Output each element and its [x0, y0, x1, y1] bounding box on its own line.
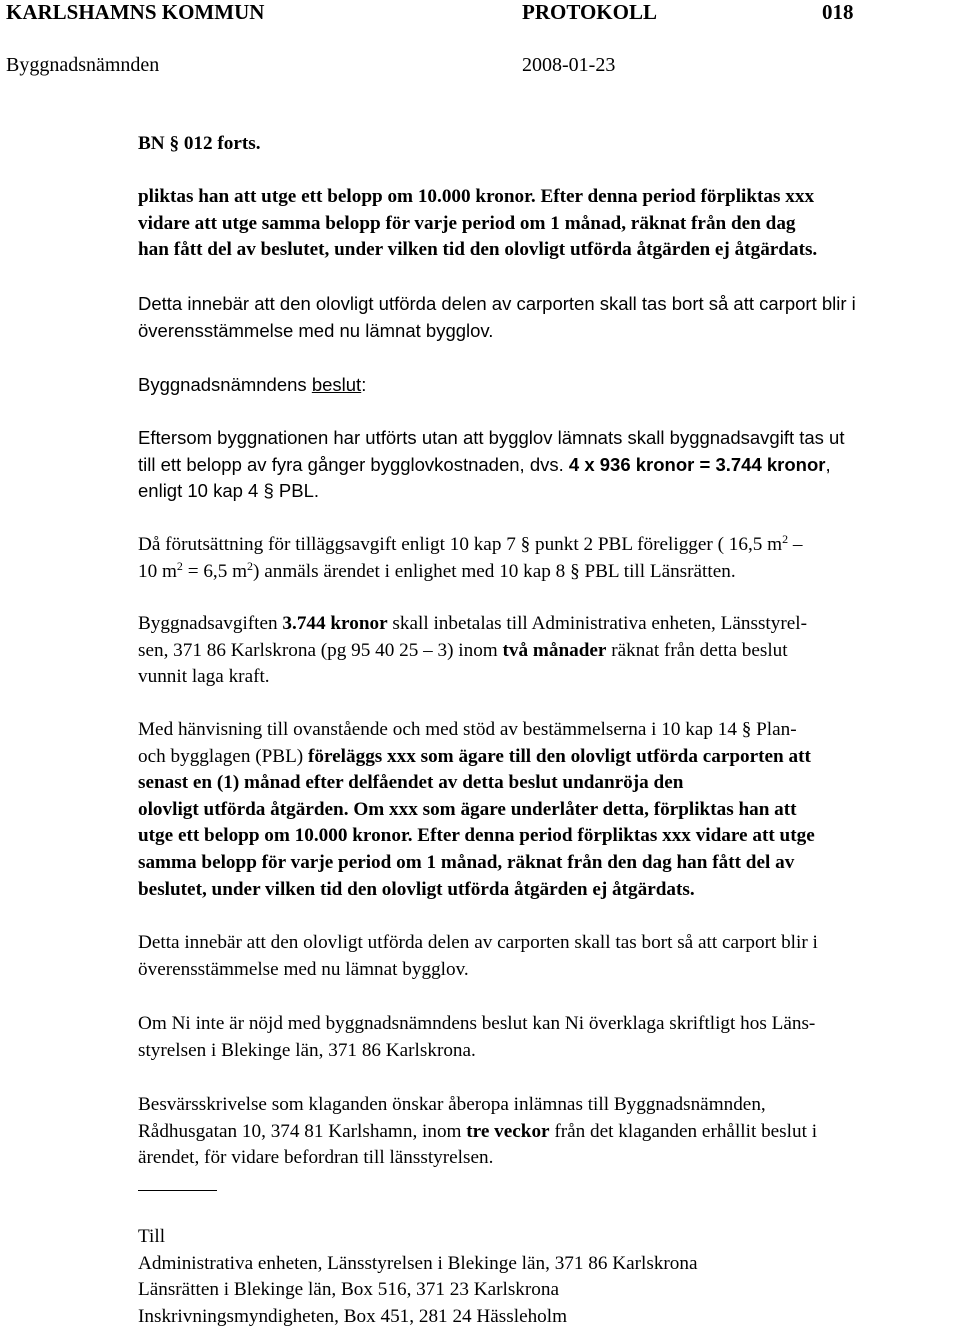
superscript: 2 — [782, 532, 789, 546]
text-line: pliktas han att utge ett belopp om 10.000 kronor. Efter denna period förpliktas xxx — [138, 186, 815, 207]
superscript: 2 — [247, 558, 254, 573]
text-line — [138, 532, 960, 559]
paragraph-appeal-instructions — [138, 1092, 960, 1172]
decision-heading-prefix: Byggnadsnämndens — [138, 374, 312, 395]
text-span: och bygglagen (PBL) — [138, 745, 308, 767]
text-line: vidare att utge samma belopp för varje period om 1 månad, räknat från den dag — [138, 212, 796, 234]
text-span: till ett belopp av fyra gånger bygglovkostnaden, dvs. — [138, 453, 569, 475]
text-span: Då förutsättning för tilläggsavgift enligt 10 kap 7 § punkt 2 PBL föreligger ( 16,5 m — [138, 534, 783, 555]
divider — [138, 1190, 217, 1191]
fee-amount: 4 x 936 kronor = 3.744 kronor — [568, 453, 826, 475]
decision-heading — [138, 372, 960, 399]
text-span: föreläggs xxx som ägare till den olovligt utförda carporten att — [308, 745, 811, 767]
text-span: skall inbetalas till Administrativa enheten, Länsstyrel- — [387, 613, 807, 634]
payment-amount: 3.744 kronor — [282, 613, 388, 634]
text-span: = 6,5 m — [182, 560, 248, 582]
text-line — [138, 638, 960, 665]
text-line: överensstämmelse med nu lämnat bygglov. — [138, 958, 469, 980]
appeal-deadline: tre veckor — [466, 1120, 550, 1142]
text-line: vunnit laga kraft. — [138, 666, 270, 688]
org-name: KARLSHAMNS KOMMUN — [6, 0, 265, 24]
document-type: PROTOKOLL — [522, 0, 657, 24]
text-line: olovligt utförda åtgärden. Om xxx som ägare underlåter detta, förpliktas han att — [138, 798, 797, 820]
text-span: – — [788, 534, 803, 555]
paragraph-removal-notice-repeat — [138, 930, 960, 983]
recipient: Länsrätten i Blekinge län, Box 516, 371 23 Karlskrona — [138, 1279, 559, 1301]
decision-heading-suffix: : — [361, 374, 367, 395]
text-line — [138, 611, 960, 638]
case-reference: BN § 012 forts. — [138, 133, 261, 154]
text-span: 10 m — [138, 560, 177, 582]
text-line: samma belopp för varje period om 1 månad, räknat från den dag han fått del av — [138, 851, 795, 873]
text-span: Rådhusgatan 10, 374 81 Karlshamn, inom — [138, 1120, 467, 1142]
text-line — [138, 559, 960, 586]
text-line — [138, 744, 960, 771]
payment-deadline: två månader — [502, 639, 607, 661]
text-line: enligt 10 kap 4 § PBL. — [138, 480, 320, 502]
text-line — [138, 1119, 960, 1146]
decision-heading-underlined: beslut — [311, 374, 362, 395]
paragraph-appeal — [138, 1011, 960, 1064]
text-span: från det klaganden erhållit beslut i — [549, 1120, 818, 1142]
paragraph-additional-fee — [138, 532, 960, 585]
recipient: Administrativa enheten, Länsstyrelsen i Blekinge län, 371 86 Karlskrona — [138, 1252, 698, 1274]
distribution-heading: Till — [138, 1226, 166, 1247]
paragraph-removal-notice — [138, 291, 960, 344]
text-line — [138, 452, 960, 479]
text-span: räknat från detta beslut — [606, 639, 788, 661]
committee-name: Byggnadsnämnden — [6, 54, 160, 76]
text-span: Byggnadsavgiften — [138, 613, 283, 634]
distribution-list — [138, 1224, 960, 1330]
text-line: Detta innebär att den olovligt utförda delen av carporten skall tas bort så att carport blir i — [138, 293, 856, 314]
page-number: 018 — [822, 0, 854, 24]
text-span: , — [825, 453, 831, 475]
text-line: han fått del av beslutet, under vilken tid den olovligt utförda åtgärden ej åtgärdats. — [138, 239, 818, 261]
paragraph-continuation — [138, 184, 960, 264]
text-line: Med hänvisning till ovanstående och med stöd av bestämmelserna i 10 kap 14 § Plan- — [138, 719, 797, 740]
text-span: sen, 371 86 Karlskrona (pg 95 40 25 – 3) inom — [138, 639, 503, 661]
text-span: ) anmäls ärendet i enlighet med 10 kap 8 § PBL till Länsrätten. — [253, 560, 736, 582]
text-line: styrelsen i Blekinge län, 371 86 Karlskrona. — [138, 1039, 476, 1061]
text-line: beslutet, under vilken tid den olovligt utförda åtgärden ej åtgärdats. — [138, 878, 695, 900]
text-line: Om Ni inte är nöjd med byggnadsnämndens beslut kan Ni överklaga skriftligt hos Läns- — [138, 1013, 816, 1034]
paragraph-building-fee — [138, 425, 960, 505]
paragraph-injunction — [138, 717, 960, 903]
text-line: ärendet, för vidare befordran till länsstyrelsen. — [138, 1147, 494, 1169]
text-line: Besvärsskrivelse som klaganden önskar åberopa inlämnas till Byggnadsnämnden, — [138, 1094, 766, 1115]
text-line: Eftersom byggnationen har utförts utan att bygglov lämnats skall byggnadsavgift tas ut — [138, 427, 845, 448]
superscript: 2 — [176, 558, 183, 573]
recipient: Inskrivningsmyndigheten, Box 451, 281 24 Hässleholm — [138, 1305, 568, 1327]
meeting-date: 2008-01-23 — [522, 54, 616, 76]
paragraph-payment — [138, 611, 960, 691]
text-line: senast en (1) månad efter delfåendet av detta beslut undanröja den — [138, 772, 684, 794]
text-line: överensstämmelse med nu lämnat bygglov. — [138, 319, 494, 341]
text-line: utge ett belopp om 10.000 kronor. Efter denna period förpliktas xxx vidare att utge — [138, 825, 815, 847]
text-line: Detta innebär att den olovligt utförda delen av carporten skall tas bort så att carport blir i — [138, 932, 818, 953]
